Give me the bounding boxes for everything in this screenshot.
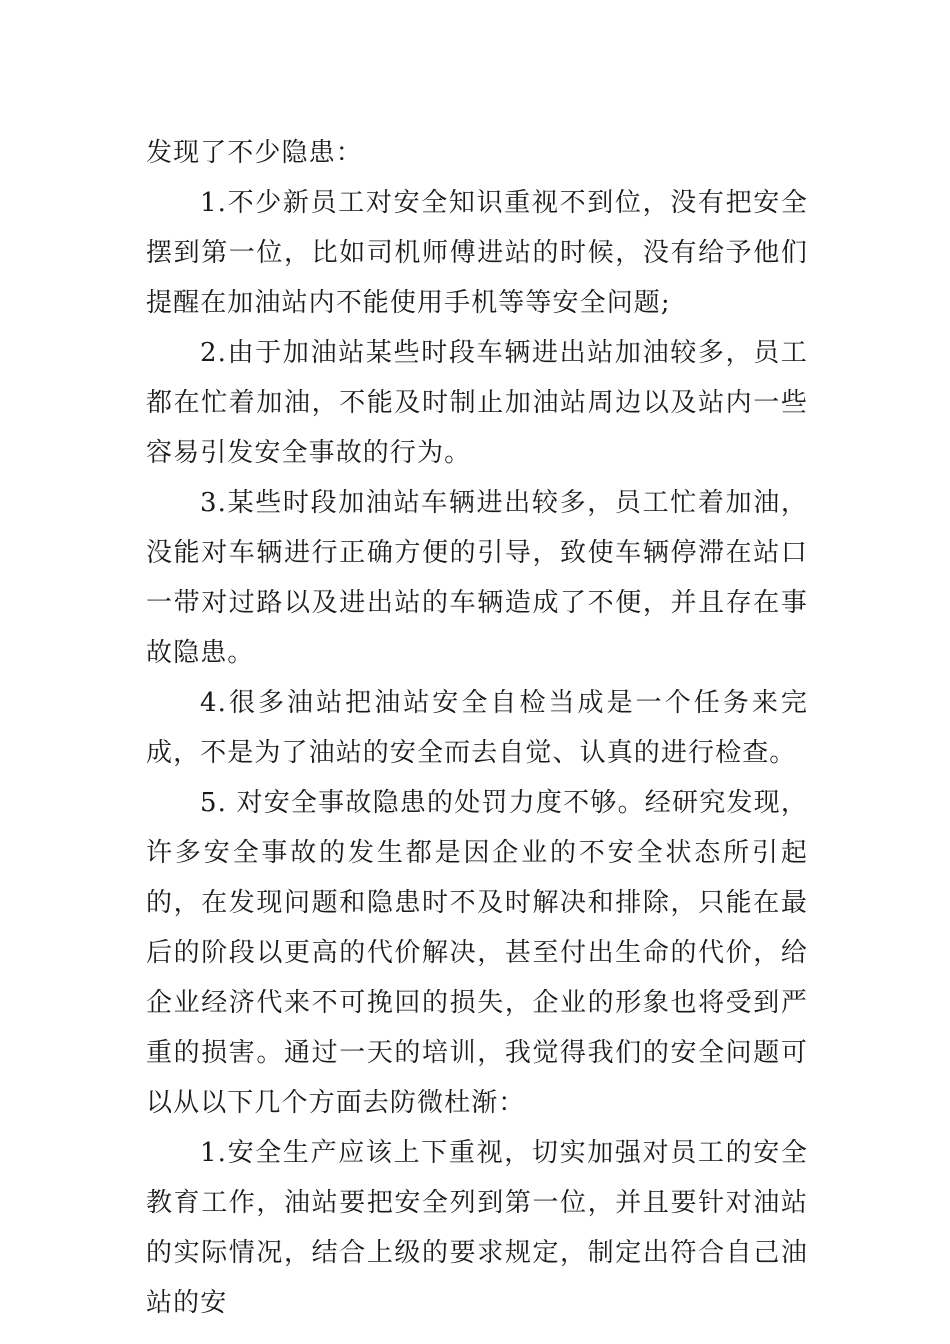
paragraph-measure-1: 1.安全生产应该上下重视，切实加强对员工的安全教育工作，油站要把安全列到第一位，并且要针对油站的实际情况，结合上级的要求规定，制定出符合自己油站的安 [146, 1138, 808, 1318]
paragraph-item-4: 4.很多油站把油站安全自检当成是一个任务来完成，不是为了油站的安全而去自觉、认真的进行检查。 [146, 688, 808, 768]
paragraph-item-3: 3.某些时段加油站车辆进出较多，员工忙着加油，没能对车辆进行正确方便的引导，致使车辆停滞在站口一带对过路以及进出站的车辆造成了不便，并且存在事故隐患。 [146, 488, 808, 668]
paragraph-intro: 发现了不少隐患： [146, 138, 363, 168]
document-page [146, 128, 808, 1328]
paragraph-item-1: 1.不少新员工对安全知识重视不到位，没有把安全摆到第一位，比如司机师傅进站的时候，没有给予他们提醒在加油站内不能使用手机等等安全问题; [146, 188, 808, 318]
paragraph-item-5: 5. 对安全事故隐患的处罚力度不够。经研究发现，许多安全事故的发生都是因企业的不安全状态所引起的，在发现问题和隐患时不及时解决和排除，只能在最后的阶段以更高的代价解决，甚至付出生命的代价，给企业经济代来不可挽回的损失，企业的形象也将受到严重的损害。通过一天的培训，我觉得我们的安全问题可以从以下几个方面去防微杜渐： [146, 788, 808, 1118]
paragraph-item-2: 2.由于加油站某些时段车辆进出站加油较多，员工都在忙着加油，不能及时制止加油站周边以及站内一些容易引发安全事故的行为。 [146, 338, 808, 468]
